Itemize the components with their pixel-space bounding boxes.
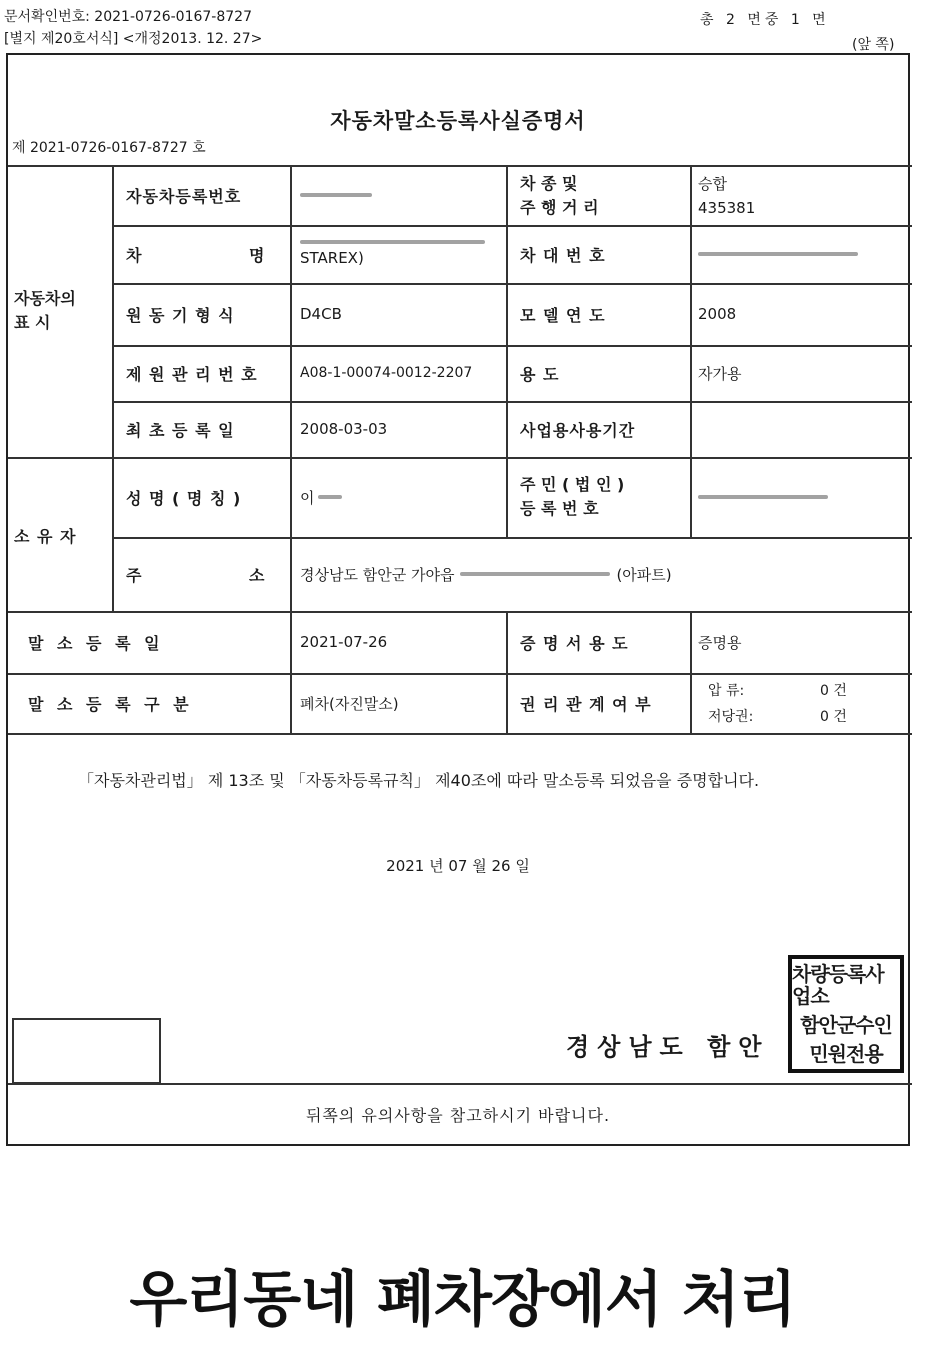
certificate-title: 자동차말소등록사실증명서 [330,109,586,133]
certificate-sheet [6,53,910,1146]
footer-note: 뒤쪽의 유의사항을 참고하시기 바랍니다. [305,1106,611,1125]
model-year-value: 2008 [698,305,737,323]
dereg-type-label: 말 소 등 록 구 분 [28,694,193,714]
cert-use-value: 증명용 [698,633,742,652]
certificate-number: 제 2021-0726-0167-8727 호 [12,140,206,156]
page-side: (앞 쪽) [852,37,895,53]
dereg-date-label: 말 소 등 록 일 [28,633,164,653]
owner-name-value: 이 [300,457,500,537]
certification-statement: 「자동차관리법」 제 13조 및 「자동차등록규칙」 제40조에 따라 말소등록 되었음을 증명합니다. [78,771,760,790]
rights-label: 권 리 관 계 여 부 [520,694,652,714]
col-divider [690,165,692,537]
table-bottom-border [8,733,912,735]
usage-label: 용 도 [520,364,560,384]
reg-no-value [300,165,500,225]
vehicle-name-value: STAREX) [300,225,500,283]
resident-no-value [698,457,898,537]
type-mileage-value: 승합 435381 [698,175,756,217]
col-divider [506,611,508,733]
model-year-label: 모 델 연 도 [520,305,606,325]
first-reg-label: 최 초 등 록 일 [126,420,235,440]
official-seal: 차량등록사업소 함안군수인 민원전용 [788,955,904,1073]
reg-no-label: 자동차등록번호 [126,186,242,206]
spec-no-value: A08-1-00074-0012-2207 [300,365,473,381]
address-value: 경상남도 함안군 가야읍 (아파트) [300,565,672,584]
dereg-type-value: 폐차(자진말소) [300,694,399,713]
engine-type-value: D4CB [300,305,342,323]
resident-no-label: 주 민 ( 법 인 ) 등 록 번 호 [520,475,625,518]
usage-value: 자가용 [698,364,742,383]
col-divider [290,165,292,733]
first-reg-value: 2008-03-03 [300,420,388,438]
col-divider [506,165,508,537]
engine-type-label: 원 동 기 형 식 [126,305,235,325]
issuer-name: 경상남도 함안 [566,1033,770,1061]
col-divider [690,611,692,733]
seizure-row: 압 류: 0 건 [708,683,847,699]
page-count: 총 2 면중 1 면 [700,12,830,28]
caption: 우리동네 폐차장에서 처리 [129,1265,796,1335]
dereg-date-value: 2021-07-26 [300,633,388,651]
doc-check-number: 문서확인번호: 2021-0726-0167-8727 [4,9,252,25]
issue-date: 2021 년 07 월 26 일 [386,857,530,875]
section-owner: 소 유 자 [14,526,77,546]
vin-value [698,225,898,283]
owner-name-label: 성 명 ( 명 칭 ) [126,488,242,508]
vehicle-name-label: 차 명 [126,245,266,265]
type-mileage-label: 차 종 및 주 행 거 리 [520,174,599,217]
blank-box [12,1018,161,1084]
col-divider [112,165,114,611]
cert-use-label: 증 명 서 용 도 [520,633,629,653]
address-label: 주 소 [126,565,266,585]
section-vehicle: 자동차의 표 시 [14,289,76,332]
mortgage-row: 저당권: 0 건 [708,709,847,725]
vin-label: 차 대 번 호 [520,245,606,265]
spec-no-label: 제 원 관 리 번 호 [126,364,258,384]
form-info: [별지 제20호서식] <개정2013. 12. 27> [4,31,263,47]
business-period-label: 사업용사용기간 [520,420,636,440]
